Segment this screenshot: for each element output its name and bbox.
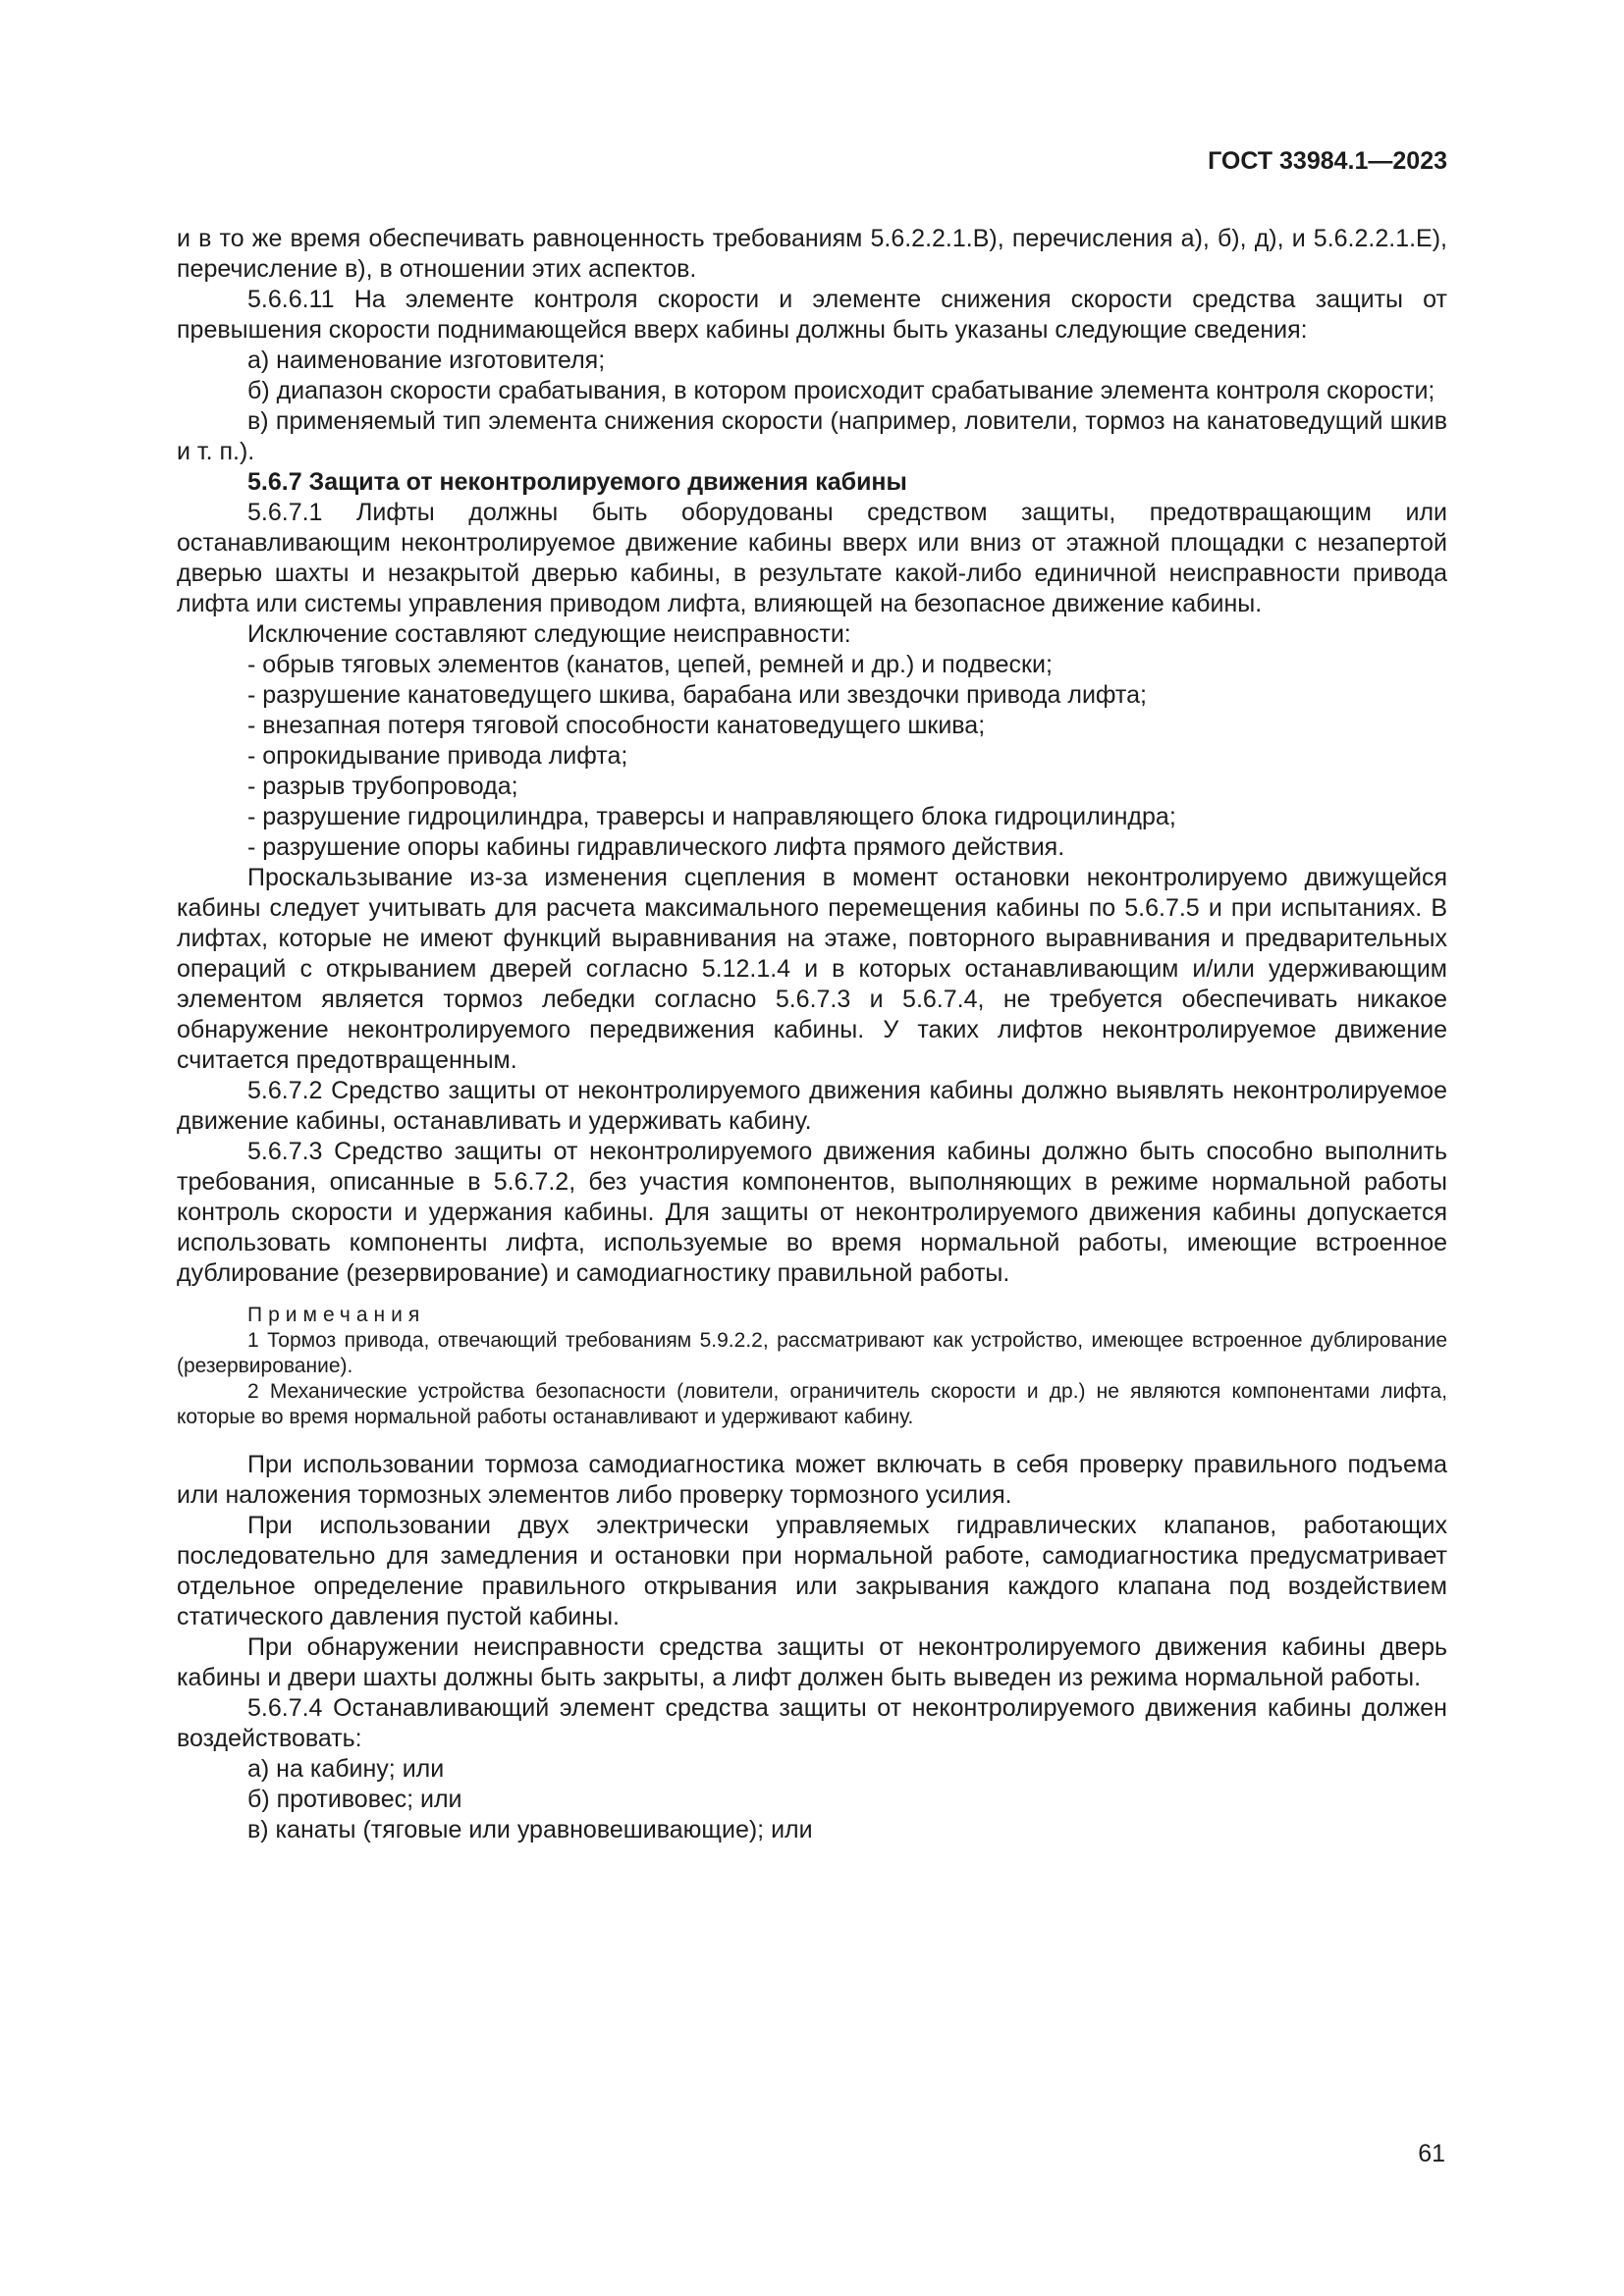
list-item-v: в) канаты (тяговые или уравновешивающие); или — [247, 1816, 813, 1843]
exception-intro: Исключение составляют следующие неисправности: — [247, 620, 851, 648]
list-item-v: в) применяемый тип элемента снижения скорости (например, ловители, тормоз на канатоведущий шкив и т. п.). — [177, 407, 1447, 465]
page-number: 61 — [1418, 2140, 1445, 2167]
paragraph-fault-detection: При обнаружении неисправности средства защиты от неконтролируемого движения кабины дверь кабины и двери шахты должны быть закрыты, а лифт должен быть выведен из режима нормальной работы. — [177, 1633, 1447, 1691]
exception-item: - внезапная потеря тяговой способности канатоведущего шкива; — [247, 712, 986, 739]
exception-item: - разрыв трубопровода; — [247, 773, 518, 800]
paragraph-5-6-7-3: 5.6.7.3 Средство защиты от неконтролируемого движения кабины должно быть способно выполнить требования, описанные в 5.6.7.2, без участия компонентов, выполняющих в режиме нормальной работы контроль скорости и удержания кабины. Для защиты от неконтролируемого движения кабины допускается использовать компоненты лифта, используемые во время нормальной работы, имеющие встроенное дублирование (резервирование) и самодиагностику правильной работы. — [177, 1138, 1447, 1287]
paragraph-5-6-7-2: 5.6.7.2 Средство защиты от неконтролируемого движения кабины должно выявлять неконтролируемое движение кабины, останавливать и удерживать кабину. — [177, 1077, 1447, 1135]
list-item-a: а) на кабину; или — [247, 1755, 445, 1783]
note-item: 1 Тормоз привода, отвечающий требованиям 5.9.2.2, рассматривают как устройство, имеющее встроенное дублирование (резервирование). — [177, 1329, 1447, 1377]
paragraph-brake-diagnostics: При использовании тормоза самодиагностика может включать в себя проверку правильного подъема или наложения тормозных элементов либо проверку тормозного усилия. — [177, 1451, 1447, 1509]
document-header: ГОСТ 33984.1—2023 — [1208, 147, 1447, 175]
paragraph-5-6-7-1: 5.6.7.1 Лифты должны быть оборудованы средством защиты, предотвращающим или останавливающим неконтролируемое движение кабины вверх или вниз от этажной площадки с незапертой дверью шахты и незакрытой дверью кабины, в результате какой-либо единичной неисправности привода лифта или системы управления приводом лифта, влияющей на безопасное движение кабины. — [177, 499, 1447, 617]
exception-item: - опрокидывание привода лифта; — [247, 742, 628, 770]
list-item-b: б) противовес; или — [247, 1786, 462, 1813]
document-body — [177, 224, 1447, 1845]
section-heading-5-6-7: 5.6.7 Защита от неконтролируемого движения кабины — [247, 468, 907, 496]
paragraph-hydraulic-valves: При использовании двух электрически управляемых гидравлических клапанов, работающих последовательно для замедления и остановки при нормальной работе, самодиагностика предусматривает отдельное определение правильного открывания или закрывания каждого клапана под воздействием статического давления пустой кабины. — [177, 1512, 1447, 1630]
notes-title: Примечания — [247, 1304, 426, 1326]
exception-item: - обрыв тяговых элементов (канатов, цепей, ремней и др.) и подвески; — [247, 651, 1053, 678]
exception-item: - разрушение канатоведущего шкива, барабана или звездочки привода лифта; — [247, 681, 1147, 709]
paragraph-continuation: и в то же время обеспечивать равноценность требованиям 5.6.2.2.1.В), перечисления а), б), д), и 5.6.2.2.1.Е), перечисление в), в отношении этих аспектов. — [177, 225, 1447, 283]
paragraph-slippage: Проскальзывание из-за изменения сцепления в момент остановки неконтролируемо движущейся кабины следует учитывать для расчета максимального перемещения кабины по 5.6.7.5 и при испытаниях. В лифтах, которые не имеют функций выравнивания на этаже, повторного выравнивания и предварительных операций с открыванием дверей согласно 5.12.1.4 и в которых останавливающим и/или удерживающим элементом является тормоз лебедки согласно 5.6.7.3 и 5.6.7.4, не требуется обеспечивать никакое обнаружение неконтролируемого передвижения кабины. У таких лифтов неконтролируемое движение считается предотвращенным. — [177, 864, 1447, 1074]
list-item-a: а) наименование изготовителя; — [247, 347, 606, 374]
note-item: 2 Механические устройства безопасности (ловители, ограничитель скорости и др.) не являются компонентами лифта, которые во время нормальной работы останавливают и удерживают кабину. — [177, 1380, 1447, 1428]
paragraph-5-6-7-4: 5.6.7.4 Останавливающий элемент средства защиты от неконтролируемого движения кабины должен воздействовать: — [177, 1694, 1447, 1752]
paragraph-5-6-6-11: 5.6.6.11 На элементе контроля скорости и элементе снижения скорости средства защиты от превышения скорости поднимающейся вверх кабины должны быть указаны следующие сведения: — [177, 286, 1447, 344]
list-item-b: б) диапазон скорости срабатывания, в котором происходит срабатывание элемента контроля скорости; — [247, 377, 1435, 404]
exception-item: - разрушение опоры кабины гидравлического лифта прямого действия. — [247, 833, 1065, 861]
exception-item: - разрушение гидроцилиндра, траверсы и направляющего блока гидроцилиндра; — [247, 803, 1176, 830]
